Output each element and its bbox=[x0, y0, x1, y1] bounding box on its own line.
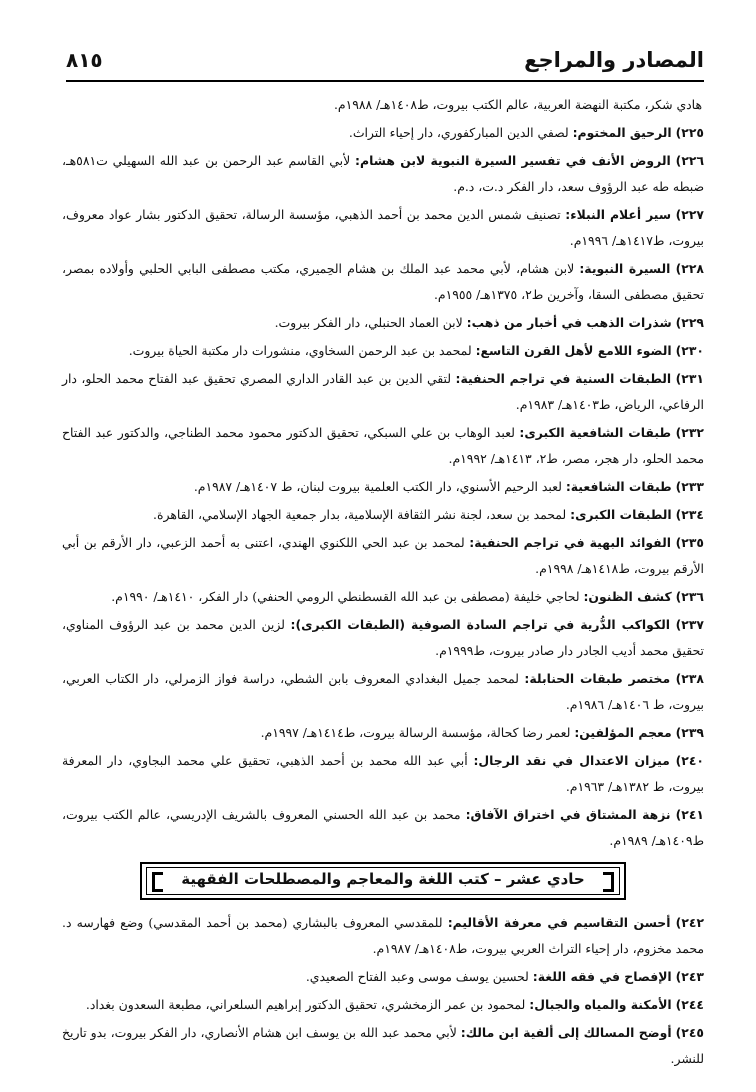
reference-title: طبقات الشافعية: bbox=[565, 479, 672, 494]
reference-entry bbox=[62, 1020, 704, 1072]
reference-title: معجم المؤلفين: bbox=[574, 725, 672, 740]
reference-title: الكواكب الدُّرية في تراجم السادة الصوفية (الطبقات الكبرى): bbox=[290, 617, 671, 632]
reference-title: سير أعلام النبلاء: bbox=[565, 207, 672, 222]
reference-entry bbox=[62, 256, 704, 308]
reference-number: ٢٣٧) bbox=[675, 617, 704, 632]
reference-entry bbox=[62, 202, 704, 254]
reference-entry bbox=[62, 338, 704, 364]
reference-number: ٢٢٨) bbox=[675, 261, 704, 276]
references-list bbox=[62, 92, 704, 1074]
reference-details: لتقي الدين بن عبد القادر الداري المصري تحقيق عبد الفتاح محمد الحلو، دار الرفاعي، الرياض، ط١٤٠٣هـ/ ١٩٨٣م. bbox=[62, 371, 704, 412]
reference-entry bbox=[62, 802, 704, 854]
reference-number: ٢٤١) bbox=[675, 807, 704, 822]
reference-entry bbox=[62, 748, 704, 800]
reference-title: أحسن التقاسيم في معرفة الأقاليم: bbox=[447, 915, 671, 930]
reference-entry bbox=[62, 666, 704, 718]
reference-number: ٢٣٣) bbox=[675, 479, 704, 494]
reference-details: محمد بن عبد الله الحسني المعروف بالشريف الإدريسي، عالم الكتب بيروت، ط١٤٠٩هـ/ ١٩٨٩م. bbox=[62, 807, 704, 848]
reference-title: شذرات الذهب في أخبار من ذهب: bbox=[466, 315, 672, 330]
continuation-line: هادي شكر، مكتبة النهضة العربية، عالم الكتب بيروت، ط١٤٠٨هـ/ ١٩٨٨م. bbox=[333, 97, 702, 112]
reference-title: الروض الأنف في تفسير السيرة النبوية لابن هشام: bbox=[355, 153, 671, 168]
reference-title: الضوء اللامع لأهل القرن التاسع: bbox=[475, 343, 672, 358]
running-title: المصادر والمراجع bbox=[524, 48, 704, 72]
reference-details: لعمر رضا كحالة، مؤسسة الرسالة بيروت، ط١٤١٤هـ/ ١٩٩٧م. bbox=[260, 725, 575, 740]
reference-title: الفوائد البهية في تراجم الحنفية: bbox=[469, 535, 671, 550]
reference-title: كشف الظنون: bbox=[583, 589, 672, 604]
reference-number: ٢٣٥) bbox=[675, 535, 704, 550]
reference-entry bbox=[62, 910, 704, 962]
reference-details: لابن العماد الحنبلي، دار الفكر بيروت. bbox=[274, 315, 467, 330]
reference-entry bbox=[62, 474, 704, 500]
reference-details: لزين الدين محمد بن عبد الرؤوف المناوي، تحقيق محمد أديب الجادر دار صادر بيروت، ط١٩٩٩م. bbox=[62, 617, 704, 658]
references-group-a bbox=[62, 120, 704, 854]
reference-title: الأمكنة والمياه والجبال: bbox=[529, 997, 672, 1012]
reference-number: ٢٣٠) bbox=[675, 343, 704, 358]
reference-entry bbox=[62, 148, 704, 200]
reference-entry bbox=[62, 366, 704, 418]
page-number: ٨١٥ bbox=[66, 48, 103, 72]
reference-entry bbox=[62, 120, 704, 146]
reference-title: أوضح المسالك إلى ألفية ابن مالك: bbox=[460, 1025, 672, 1040]
reference-number: ٢٢٥) bbox=[675, 125, 704, 140]
reference-title: الإفصاح في فقه اللغة: bbox=[532, 969, 672, 984]
reference-details: لابن هشام، لأبي محمد عبد الملك بن هشام الحِميري، مكتب مصطفى البابي الحلبي وأولاده بمصر، تحقيق مصطفى السقا، وآخرين ط٢، ١٣٧٥هـ/ ١٩٥٥م. bbox=[62, 261, 704, 302]
reference-details: لمحمد بن عبد الرحمن السخاوي، منشورات دار مكتبة الحياة بيروت. bbox=[128, 343, 476, 358]
reference-details: لمحمد بن سعد، لجنة نشر الثقافة الإسلامية، بدار جمعية الجهاد الإسلامي، القاهرة. bbox=[153, 507, 571, 522]
reference-entry bbox=[62, 502, 704, 528]
reference-details: أبي عبد الله محمد بن أحمد الذهبي، تحقيق علي محمد البجاوي، دار المعرفة بيروت، ط ١٣٨٢هـ/ ١٩٦٣م. bbox=[62, 753, 704, 794]
reference-details: لحاجي خليفة (مصطفى بن عبد الله القسطنطي الرومي الحنفي) دار الفكر، ١٤١٠هـ/ ١٩٩٠م. bbox=[111, 589, 584, 604]
reference-entry bbox=[62, 992, 704, 1018]
reference-number: ٢٤٢) bbox=[675, 915, 705, 930]
reference-number: ٢٣٦) bbox=[675, 589, 704, 604]
reference-entry bbox=[62, 584, 704, 610]
reference-number: ٢٣٢) bbox=[675, 425, 704, 440]
reference-entry bbox=[62, 310, 704, 336]
page-header bbox=[66, 44, 704, 82]
reference-entry bbox=[62, 420, 704, 472]
reference-title: السيرة النبوية: bbox=[579, 261, 671, 276]
reference-title: الطبقات السنية في تراجم الحنفية: bbox=[455, 371, 672, 386]
reference-number: ٢٤٠) bbox=[675, 753, 704, 768]
reference-details: لعبد الرحيم الأسنوي، دار الكتب العلمية بيروت لبنان، ط ١٤٠٧هـ/ ١٩٨٧م. bbox=[193, 479, 566, 494]
reference-title: طبقات الشافعية الكبرى: bbox=[519, 425, 672, 440]
reference-entry bbox=[62, 612, 704, 664]
reference-number: ٢٢٦) bbox=[675, 153, 705, 168]
reference-number: ٢٢٧) bbox=[675, 207, 704, 222]
reference-details: لعبد الوهاب بن علي السبكي، تحقيق الدكتور محمود محمد الطناجي، والدكتور عبد الفتاح محمد الحلو، دار هجر، مصر، ط٢، ١٤١٣هـ/ ١٩٩٢م. bbox=[62, 425, 704, 466]
reference-number: ٢٤٣) bbox=[675, 969, 704, 984]
references-group-b bbox=[62, 910, 704, 1072]
reference-number: ٢٤٥) bbox=[675, 1025, 704, 1040]
reference-number: ٢٣٨) bbox=[675, 671, 704, 686]
reference-details: لمحمد بن عبد الحي اللكنوي الهندي، اعتنى به أحمد الزعبي، دار الأرقم بن أبي الأرقم بيروت، ط١٤١٨هـ/ ١٩٩٨م. bbox=[62, 535, 704, 576]
reference-number: ٢٣١) bbox=[675, 371, 704, 386]
reference-details: لمحمد جميل البغدادي المعروف بابن الشطي، دراسة فواز الزمرلي، دار الكتاب العربي، بيروت، ط ١٤٠٦هـ/ ١٩٨٦م. bbox=[62, 671, 704, 712]
reference-details: لأبي القاسم عبد الرحمن بن عبد الله السهيلي ت٥٨١هـ، ضبطه طه عبد الرؤوف سعد، دار الفكر د.ت، د.م. bbox=[62, 153, 704, 194]
reference-title: مختصر طبقات الحنابلة: bbox=[524, 671, 671, 686]
reference-title: نزهة المشتاق في اختراق الآفاق: bbox=[465, 807, 671, 822]
reference-entry bbox=[62, 530, 704, 582]
reference-entry bbox=[62, 720, 704, 746]
reference-number: ٢٣٤) bbox=[675, 507, 704, 522]
reference-details: لحسين يوسف موسى وعبد الفتاح الصعيدي. bbox=[305, 969, 533, 984]
reference-title: ميزان الاعتدال في نقد الرجال: bbox=[473, 753, 670, 768]
reference-number: ٢٣٩) bbox=[675, 725, 704, 740]
reference-entry bbox=[62, 964, 704, 990]
section-heading: حادي عشر – كتب اللغة والمعاجم والمصطلحات الفقهية bbox=[181, 870, 585, 888]
reference-title: الرحيق المختوم: bbox=[572, 125, 672, 140]
reference-details: تصنيف شمس الدين محمد بن أحمد الذهبي، مؤسسة الرسالة، تحقيق الدكتور بشار عواد معروف، بيروت، ط١٤١٧هـ/ ١٩٩٦م. bbox=[62, 207, 704, 248]
reference-number: ٢٢٩) bbox=[675, 315, 704, 330]
reference-details: للمقدسي المعروف بالبشاري (محمد بن أحمد المقدسي) وضع فهارسه د. محمد مخزوم، دار إحياء التراث العربي بيروت، ط١٤٠٨هـ/ ١٩٨٧م. bbox=[62, 915, 704, 956]
reference-details: لمحمود بن عمر الزمخشري، تحقيق الدكتور إبراهيم السلعراني، مطبعة السعدون بغداد. bbox=[85, 997, 530, 1012]
section-box bbox=[140, 862, 626, 900]
reference-title: الطبقات الكبرى: bbox=[570, 507, 672, 522]
reference-details: لصفي الدين المباركفوري، دار إحياء التراث. bbox=[348, 125, 573, 140]
reference-details: لأبي محمد عبد الله بن يوسف ابن هشام الأنصاري، دار الفكر بيروت، بدو تاريخ للنشر. bbox=[62, 1025, 704, 1066]
reference-number: ٢٤٤) bbox=[675, 997, 704, 1012]
